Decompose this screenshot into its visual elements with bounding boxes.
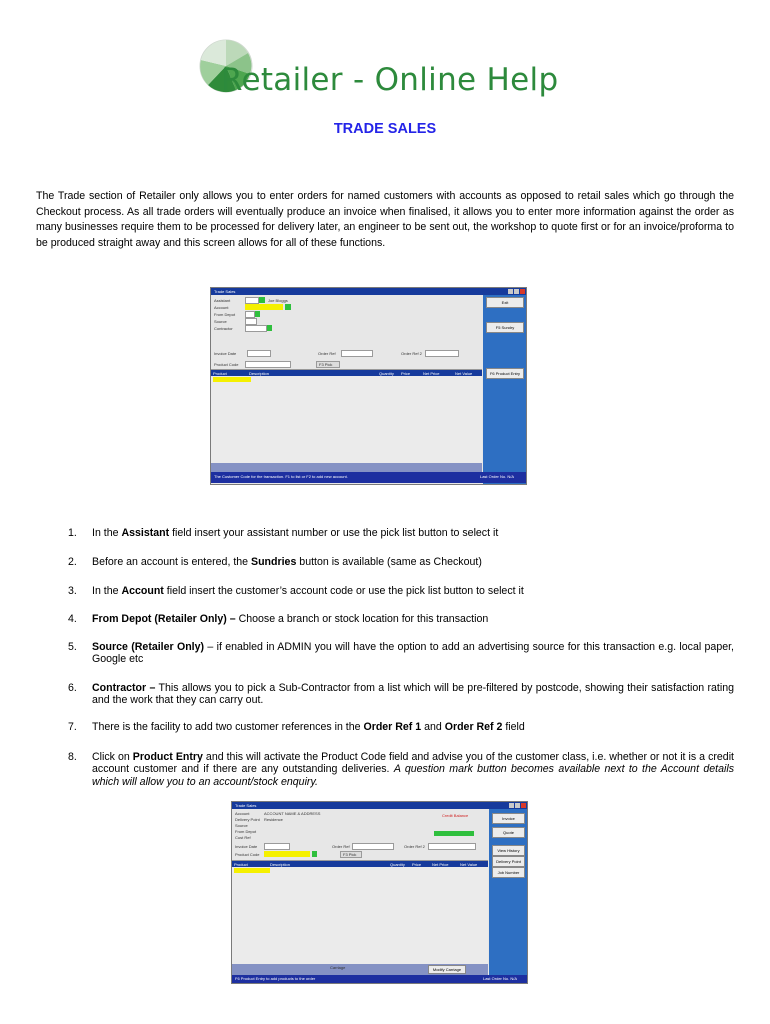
delivery-point-button[interactable]: Delivery Point xyxy=(492,856,525,867)
step-run: In the xyxy=(92,527,122,539)
step-run: Before an account is entered, the xyxy=(92,556,252,568)
invoice-date-field[interactable] xyxy=(247,350,271,357)
col-net-value: Net Value xyxy=(455,371,473,376)
assistant-label: Assistant xyxy=(214,298,231,303)
f3-label: F3 Pick xyxy=(319,362,333,367)
step-emphasis: Account xyxy=(121,585,164,597)
cust-ref-label: Cust Ref xyxy=(235,835,251,840)
totals-bar xyxy=(211,463,482,472)
account-address: ACCOUNT NAME & ADDRESS xyxy=(264,811,321,816)
col-description: Description xyxy=(270,862,291,867)
question-mark-button[interactable] xyxy=(312,851,317,857)
col-price: Price xyxy=(412,862,422,867)
list-item xyxy=(68,527,734,539)
step-run: button is available (same as Checkout) xyxy=(296,556,482,568)
retailer-logo xyxy=(196,36,576,106)
delivery-point-label: Delivery Point xyxy=(235,817,260,822)
product-entry-button[interactable]: F6 Product Entry xyxy=(486,368,524,379)
window-title-bar xyxy=(211,288,526,295)
credit-indicator xyxy=(434,831,474,836)
step-text xyxy=(92,527,734,539)
sundry-button[interactable]: F5 Sundry xyxy=(486,322,524,333)
account-pick-icon[interactable] xyxy=(285,304,291,310)
page-title: TRADE SALES xyxy=(333,121,437,137)
col-net-price: Net Price xyxy=(423,371,440,376)
step-emphasis: Sundries xyxy=(251,556,297,568)
product-code-label: Product Code xyxy=(235,852,260,857)
assistant-field[interactable] xyxy=(245,297,259,304)
intro-paragraph: The Trade section of Retailer only allows you to enter orders for named customers with accounts as opposed to retail sales which go through the Checkout process. As all trade orders will eventually produce an invoice when finalised, it allows you to enter more information against the order as many businesses require them to be processed for delivery later, an engineer to be sent out, the workshop to quote first or for an invoice/proforma to be produced straight away and this screen allows for all of these functions. xyxy=(36,190,734,249)
status-bar xyxy=(211,472,526,483)
last-order-text: Last Order No. N/A xyxy=(479,474,514,479)
delivery-point-value: Residence xyxy=(264,817,283,822)
step-run: field insert the customer’s account code or use the pick list button to select it xyxy=(163,585,524,597)
col-quantity: Quantity xyxy=(390,862,405,867)
window-controls xyxy=(509,803,526,808)
trade-sales-screenshot xyxy=(210,287,527,485)
active-row-highlight xyxy=(213,377,251,382)
col-net-price: Net Price xyxy=(432,862,449,867)
f3-pick-button[interactable] xyxy=(340,851,362,858)
account-label: Account xyxy=(235,811,250,816)
step-number: 7. xyxy=(68,721,77,733)
contractor-field[interactable] xyxy=(245,325,267,332)
col-description: Description xyxy=(249,371,270,376)
totals-bar xyxy=(232,964,488,975)
window-title-bar xyxy=(232,802,527,809)
grid-header xyxy=(232,861,488,867)
order-ref2-label: Order Ref 2 xyxy=(401,351,422,356)
contractor-label: Contractor xyxy=(214,326,233,331)
f3-pick-button[interactable] xyxy=(316,361,340,368)
step-run: – if enabled in ADMIN you will have the option to add an advertising source for this transaction e.g. local paper, Google etc xyxy=(92,641,734,666)
pick-list-icon[interactable] xyxy=(259,297,265,303)
close-icon xyxy=(520,289,525,294)
exit-button[interactable]: Exit xyxy=(486,297,524,308)
step-text xyxy=(92,721,734,733)
step-emphasis: Source (Retailer Only) xyxy=(92,641,205,653)
list-item xyxy=(68,585,734,597)
credit-label: Credit Balance xyxy=(442,813,469,818)
step-run: In the xyxy=(92,585,122,597)
order-ref-field[interactable] xyxy=(341,350,373,357)
order-ref2-field[interactable] xyxy=(425,350,459,357)
step-emphasis: Assistant xyxy=(121,527,170,539)
window-title: Trade Sales xyxy=(214,289,236,294)
step-number: 1. xyxy=(68,527,77,539)
order-lines-grid xyxy=(211,369,482,464)
status-text: F6 Product Entry to add products to the order xyxy=(235,976,316,981)
status-bar xyxy=(232,975,527,983)
step-run: There is the facility to add two customer references in the xyxy=(92,721,364,733)
product-code-label: Product Code xyxy=(214,362,239,367)
assistant-name: Joe Bloggs xyxy=(268,298,288,303)
list-item xyxy=(68,556,734,568)
view-history-button[interactable]: View History xyxy=(492,845,525,856)
contractor-pick-icon[interactable] xyxy=(267,325,272,331)
step-run: and xyxy=(421,721,445,733)
order-ref2-label: Order Ref 2 xyxy=(404,844,425,849)
order-lines-grid xyxy=(232,860,488,965)
step-number: 3. xyxy=(68,585,77,597)
order-ref-label: Order Ref xyxy=(318,351,336,356)
logo-text: Retailer - Online Help xyxy=(221,62,559,98)
list-item xyxy=(68,682,734,707)
step-run: and this will activate the Product Code field and advise you of the customer class, i.e. whether or not it is a credit account customer and if there are any outstanding deliveries. xyxy=(92,751,735,776)
col-net-value: Net Value xyxy=(460,862,478,867)
carriage-label: Carriage xyxy=(330,965,346,970)
step-run: field insert your assistant number or use the pick list button to select it xyxy=(169,527,499,539)
step-run: field xyxy=(502,721,525,733)
step-text xyxy=(92,751,734,788)
grid-header xyxy=(211,370,482,376)
step-text xyxy=(92,641,734,666)
job-number-button[interactable]: Job Number xyxy=(492,867,525,878)
depot-field[interactable] xyxy=(245,311,255,318)
invoice-date-label: Invoice Date xyxy=(214,351,237,356)
step-text xyxy=(92,556,734,568)
account-label: Account xyxy=(214,305,229,310)
col-quantity: Quantity xyxy=(379,371,394,376)
step-number: 6. xyxy=(68,682,77,694)
step-run: Choose a branch or stock location for this transaction xyxy=(235,613,489,625)
order-ref-field[interactable] xyxy=(352,843,394,850)
step-emphasis: Contractor – xyxy=(92,682,156,694)
step-emphasis: Order Ref 1 xyxy=(363,721,422,733)
order-ref-label: Order Ref xyxy=(332,844,350,849)
step-emphasis: Product Entry xyxy=(132,751,203,763)
list-item xyxy=(68,613,734,625)
from-depot-label: From Depot xyxy=(214,312,236,317)
close-icon xyxy=(521,803,526,808)
status-text: The Customer Code for the transaction. F1 to list or F2 to add new account. xyxy=(214,474,348,479)
step-emphasis: From Depot (Retailer Only) – xyxy=(92,613,236,625)
list-item xyxy=(68,751,735,788)
side-panel xyxy=(483,295,526,484)
invoice-date-label: Invoice Date xyxy=(235,844,258,849)
source-label: Source xyxy=(214,319,227,324)
product-code-field[interactable] xyxy=(264,851,310,857)
list-item xyxy=(68,641,734,666)
source-field[interactable] xyxy=(245,318,257,325)
col-price: Price xyxy=(401,371,411,376)
window-title: Trade Sales xyxy=(235,803,257,808)
col-product: Product xyxy=(213,371,227,376)
step-number: 4. xyxy=(68,613,77,625)
step-run: This allows you to pick a Sub-Contractor from a list which will be pre-filtered by postcode, showing their satisfaction rating and the work that they can carry out. xyxy=(92,682,734,707)
order-ref2-field[interactable] xyxy=(428,843,476,850)
col-product: Product xyxy=(234,862,248,867)
step-text xyxy=(92,682,734,707)
list-item xyxy=(68,721,734,733)
product-entry-screenshot xyxy=(231,801,528,984)
quote-button[interactable]: Quote xyxy=(492,827,525,838)
invoice-button[interactable]: Invoice xyxy=(492,813,525,824)
depot-pick-icon[interactable] xyxy=(255,311,260,317)
f3-label: F3 Pick xyxy=(343,852,357,857)
window-controls xyxy=(508,289,525,294)
step-number: 5. xyxy=(68,641,77,653)
from-depot-label: From Depot xyxy=(235,829,257,834)
source-label: Source xyxy=(235,823,248,828)
product-code-field[interactable] xyxy=(245,361,291,368)
active-row-highlight xyxy=(234,868,270,873)
step-run: Click on xyxy=(92,751,133,763)
side-panel xyxy=(489,809,527,983)
step-number: 2. xyxy=(68,556,77,568)
account-field[interactable] xyxy=(245,304,283,310)
step-number: 8. xyxy=(68,751,77,763)
invoice-date-field[interactable] xyxy=(264,843,290,850)
step-text xyxy=(92,585,734,597)
last-order-text: Last Order No. N/A xyxy=(482,976,517,981)
step-text xyxy=(92,613,734,625)
step-emphasis: Order Ref 2 xyxy=(444,721,503,733)
modify-carriage-button[interactable]: Modify Carriage xyxy=(428,965,466,974)
step-emphasis: A question mark button becomes available next to the Account details which will allow you to an account/stock enquiry. xyxy=(92,763,734,788)
